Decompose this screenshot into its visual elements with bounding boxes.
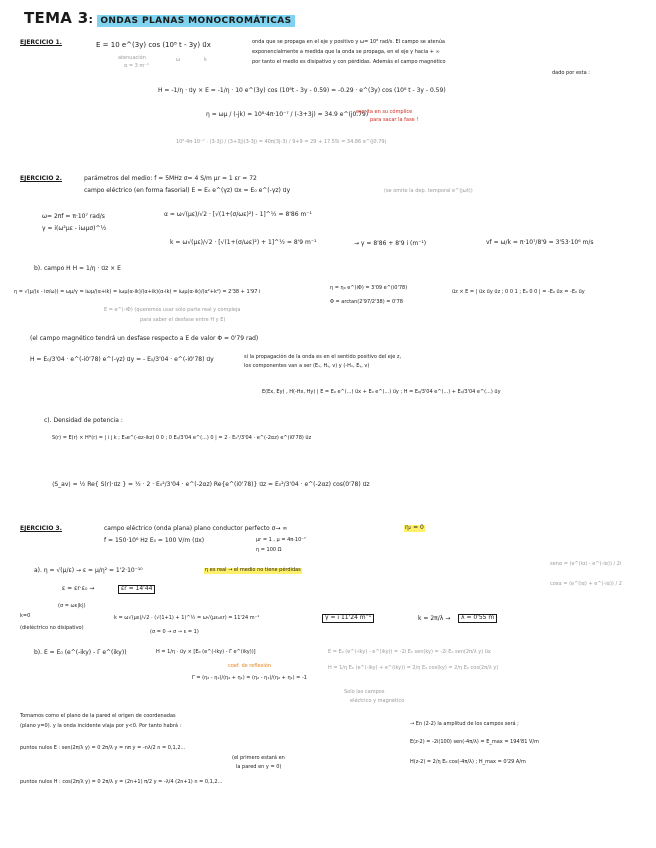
ex3-gamma-refl: Γ = (η₂ - η₁)/(η₂ + η₁) = (η₂ - η₁)/(η₂ + η₁) = -1 bbox=[192, 675, 307, 681]
ex3-real-note: η es real → el medio no tiene pérdidas bbox=[205, 567, 301, 573]
ex3-right-3: H(z-2) = 2/η E₀ cos(-4π/λ) ; H_max = 0'29 A/m bbox=[410, 759, 526, 765]
ex3-gray-note1: Solo las campos bbox=[344, 689, 385, 695]
ex2-b-head: b). campo H H = 1/η · u⃗z × E bbox=[34, 265, 121, 272]
ex2-ej-note2: para saber el desfase entre H y E) bbox=[140, 317, 226, 323]
ex3-a-line: a). η = √(μ/ε) → ε = μ/η² = 1'2·10⁻¹⁰ bbox=[34, 567, 143, 574]
ex3-lambda-box: λ = 0'55 m bbox=[458, 614, 497, 623]
ex1-desc-2: por tanto el medio es disipativo y con pérdidas. Además el campo magnético bbox=[252, 59, 446, 65]
ex3-nodes-e-note2: la pared en y = 0) bbox=[236, 764, 282, 770]
ex3-mu-line: μr = 1 , μ = 4π·10⁻⁷ bbox=[256, 537, 306, 543]
ex1-annot-atenuacion: atenuación bbox=[118, 55, 146, 61]
ex1-red-note-1: para sacar la fase ! bbox=[370, 117, 419, 123]
ex2-s-avg: ⟨S_av⟩ = ½ Re{ S(r)·u⃗z } = ½ · 2 · E₀²/3'04 · e^(-2αz) Re{e^(i0'78)} u⃗z = E₀²/3'04 · e^(-2αz) cos(0'78) u⃗z bbox=[52, 481, 370, 488]
ex3-head: campo eléctrico (onda plana) plano conductor perfecto σ→ ∞ bbox=[104, 525, 288, 532]
title-main: TEMA 3 bbox=[24, 9, 89, 27]
ex2-system: E(Ex, Ey) , H(-Hx, Hy) | E = E₀ e^(...) u⃗x + E₀ e^(...) u⃗y ; H = E₀/3'04 e^(...) + E₀/3'04 e^(...) u⃗y bbox=[262, 389, 501, 395]
ex2-alpha: α = ω√(με)/√2 · [√(1+(σ/ωε)²) - 1]^½ = 8'86 m⁻¹ bbox=[164, 211, 312, 218]
ex3-sen-note: senα = (e^(iα) - e^(-iα)) / 2i bbox=[550, 561, 622, 567]
ex2-h-line: H = E₀/3'04 · e^(-i0'78) e^(-γz) u⃗y = - E₀/3'04 · e^(-i0'78) u⃗y bbox=[30, 356, 214, 363]
ex3-sigma-ratio: (σ = ωε|k|) bbox=[58, 603, 86, 609]
ex1-desc-0: onda que se propaga en el eje y positivo y ω= 10⁸ rad/s. El campo se atenúa bbox=[252, 39, 445, 45]
ex2-phi: Φ = arctan(2'97/2'38) = 0'78 bbox=[330, 299, 403, 305]
ex3-eps-line: ε = εr·ε₀ → bbox=[62, 585, 95, 592]
ex1-eta-expr: η = ωμ / (-jk) = 10⁸·4π·10⁻⁷ / (-3+3j) = 34.9 e^(j0.79) bbox=[206, 111, 369, 118]
ex2-h-desc2: los componentes van a ser (Eₓ, Hᵧ, v) y (-Hₓ, Eᵧ, v) bbox=[244, 363, 370, 369]
ex2-eta-val: η = η₀ e^(iΦ) = 3'09 e^(i0'78) bbox=[330, 285, 408, 291]
ex3-gray-e: E = E₀ (e^(-iky) - e^(iky)) = -2i E₀ sen(ky) = -2i E₀ sen(2π/λ y) u⃗x bbox=[328, 649, 491, 655]
ex3-nodes-e-note1: (el primero estará en bbox=[232, 755, 285, 761]
ex3-k-calc: k = ω√(με)/√2 · (√(1+1) + 1)^½ = ω√(με₀εr) = 11'24 m⁻¹ bbox=[114, 615, 260, 621]
page-title: TEMA 3: ONDAS PLANAS MONOCROMÁTICAS bbox=[24, 10, 295, 27]
ex3-sigma-zero: (σ = 0 → σ → ε = 1) bbox=[150, 629, 199, 635]
ex3-plane-line1: Tomamos como el plano de la pared el origen de coordenadas bbox=[20, 713, 176, 719]
ex2-field-line: campo eléctrico (en forma fasorial) E = E₀ e^(γz) u⃗x = E₀ e^(-γz) u⃗y bbox=[84, 187, 291, 194]
ex3-gray-h: H = 1/η E₀ (e^(-iky) + e^(iky)) = 2/η E₀ cos(ky) = 2/η E₀ cos(2π/λ y) bbox=[328, 665, 499, 671]
ex3-eta100: η = 100 Ω bbox=[256, 547, 282, 553]
ex1-annot-alpha: α = 3 m⁻¹ bbox=[124, 63, 149, 69]
ex1-e-expr: E = 10 e^(3y) cos (10⁸ t - 3y) u⃗x bbox=[96, 41, 211, 49]
ex3-nodisip: (dieléctrico no disipativo) bbox=[20, 625, 84, 631]
ex3-f-line: f = 150·10⁶ Hz E₀ = 100 V/m (u⃗x) bbox=[104, 537, 205, 544]
ex3-right-1: → En (2-2) la amplitud de los campos será ; bbox=[410, 721, 519, 727]
ex1-h-expr: H = -1/η · u⃗y × E = -1/η · 10 e^(3y) cos (10⁸t - 3y - 0.59) = -0.29 · e^(3y) cos (10⁸ t - 3y - 0.59) bbox=[158, 87, 446, 94]
ex3-cos-note: cosα = (e^(iα) + e^(-iα)) / 2 bbox=[550, 581, 622, 587]
ex1-desc-1: exponencialmente a medida que la onda se propaga, en el eje y hacia + ∞ bbox=[252, 49, 440, 55]
ex1-gray-line: 10⁸·4π·10⁻⁷ · (3-3j) / (3+3j)(3-3j) = 40π(3j-3) / 9+9 = 29 + 17.55i = 34.86 e^(j0.79) bbox=[176, 139, 387, 145]
ex2-eta-calc: η = √(μ/(ε - iσ/ω)) = ωμ/γ = iωμ/(α+ik) = iωμ(α-ik)/(α+ik)(α-ik) = iωμ(α-ik)/(α²+k²) = 2'38 + 1'97 i bbox=[14, 289, 261, 295]
ex3-right-2: E(z-2) = -2i(100) sen(-4π/λ) = E_max = 194'81 V/m bbox=[410, 739, 539, 745]
ex2-h-desc1: si la propagación de la onda es en el sentido positivo del eje z, bbox=[244, 354, 402, 360]
ex2-gamma: γ = i(ω²με - iωμσ)^½ bbox=[42, 225, 107, 232]
ex3-b-line: b). E = E₀ (e^(-iky) - Γ e^(iky)) bbox=[34, 649, 127, 656]
ex3-plane-line2: (plano y=0). y la onda incidente viaja por y<0. Por tanto habrá : bbox=[20, 723, 182, 729]
ex2-field-note: (se omite la dep. temporal e^(jωt)) bbox=[384, 188, 473, 194]
ex2-k: k = ω√(με)/√2 · [√(1+(σ/ωε)²) + 1]^½ = 8'9 m⁻¹ bbox=[170, 239, 317, 246]
ex3-eta-highlight: η₂ = 0 bbox=[405, 524, 424, 531]
ex3-eps-box: εr = 14'44 bbox=[118, 585, 155, 594]
ex3-gamma-box: γ = i 11'24 m⁻¹ bbox=[322, 614, 374, 623]
ex2-label: EJERCICIO 2. bbox=[20, 175, 62, 182]
ex3-lambda-eq: k = 2π/λ → bbox=[418, 615, 451, 622]
ex2-ej-note: E = e^(-iΦ) (queremos usar sólo parte real y compleja bbox=[104, 307, 241, 313]
ex1-annot-w: ω bbox=[176, 57, 181, 63]
ex3-nodes-e: puntos nulos E : sen(2π/λ y) = 0 2π/λ y = nπ y = -nλ/2 n = 0,1,2... bbox=[20, 745, 186, 751]
ex2-params: parámetros del medio: f = 5MHz σ= 4 S/m μr = 1 εr = 72 bbox=[84, 175, 257, 182]
ex3-k0: k=0 bbox=[20, 613, 31, 619]
ex3-h-b: H = 1/η · u⃗y × [E₀ (e^(-iky) - Γ e^(iky))] bbox=[156, 649, 256, 655]
ex3-label: EJERCICIO 3. bbox=[20, 525, 62, 532]
ex3-nodes-h: puntos nulos H : cos(2π/λ y) = 0 2π/λ y = (2n+1) π/2 y = -λ/4 (2n+1) n = 0,1,2... bbox=[20, 779, 223, 785]
title-sub: ONDAS PLANAS MONOCROMÁTICAS bbox=[97, 15, 294, 27]
ex2-s-expr: S(r) = E(r) × H*(r) = | i j k ; E₀e^(-αz-ikz) 0 0 ; 0 E₀/3'04 e^(...) 0 | = 2 · E₀²/3'04 · e^(-2αz) e^(i0'78) u⃗z bbox=[52, 435, 312, 441]
ex1-annot-k: k bbox=[204, 57, 207, 63]
ex1-label: EJERCICIO 1. bbox=[20, 39, 62, 46]
ex2-c-line: (el campo magnético tendrá un desfase respecto a E de valor Φ = 0'79 rad) bbox=[30, 335, 259, 342]
ex3-gray-note2: eléctrico y magnético bbox=[350, 698, 405, 704]
ex2-vf: vf = ω/k = π·10⁷/8'9 = 3'53·10⁶ m/s bbox=[486, 239, 594, 246]
ex2-cross: u⃗z × E = | u⃗x u⃗y u⃗z ; 0 0 1 ; E₀ 0 0 | = -E₀ u⃗x = -E₀ u⃗y bbox=[452, 289, 585, 295]
ex2-arrow-gamma: → γ = 8'86 + 8'9 i (m⁻¹) bbox=[354, 240, 427, 247]
ex1-red-note-0: escrita en su cómplice bbox=[356, 109, 413, 115]
ex2-omega: ω= 2πf = π·10⁷ rad/s bbox=[42, 213, 105, 220]
ex3-coef-label: coef. de reflexión bbox=[228, 663, 272, 669]
ex1-desc-3: dado por esta : bbox=[552, 70, 590, 76]
ex2-c-head: c). Densidad de potencia : bbox=[44, 417, 123, 424]
